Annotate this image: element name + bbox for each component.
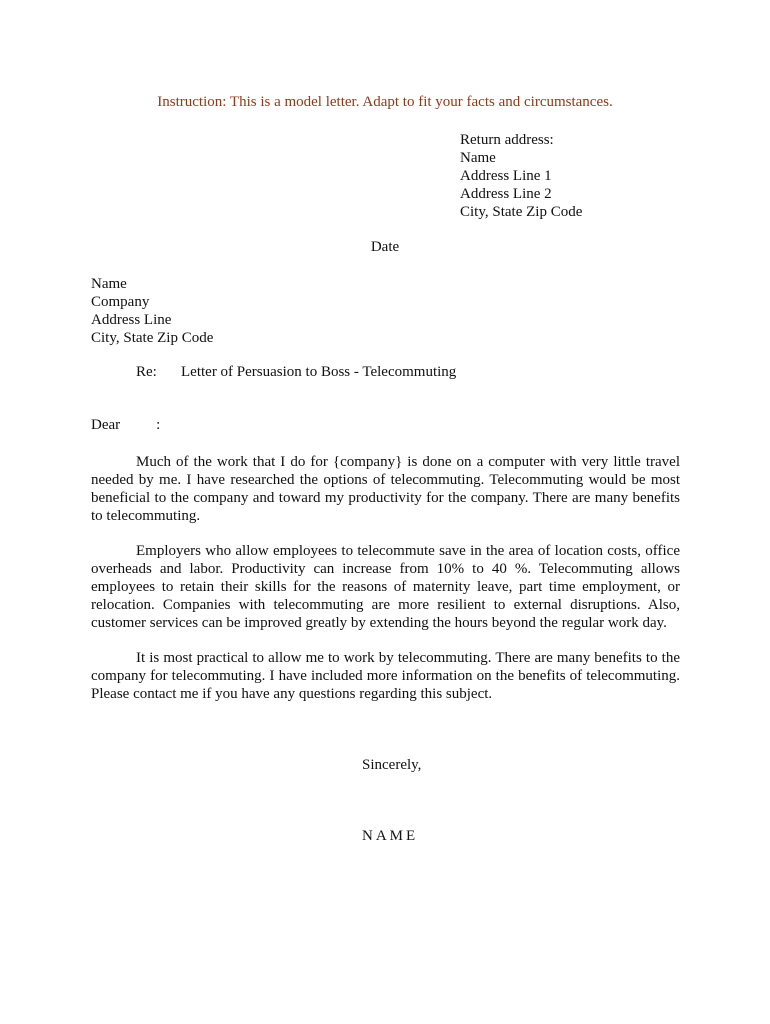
instruction-note: Instruction: This is a model letter. Adapt to fit your facts and circumstances. [157,94,613,110]
letter-date: Date [370,239,400,255]
recipient-address-block [91,275,213,347]
salutation-colon: : [156,417,161,433]
subject-text: Letter of Persuasion to Boss - Telecommuting [181,364,457,380]
return-address-city-state-zip: City, State Zip Code [460,204,583,220]
recipient-name: Name [91,276,127,292]
recipient-address-line: Address Line [91,312,172,328]
recipient-company: Company [91,294,150,310]
body-paragraph-3: It is most practical to allow me to work by telecommuting. There are many benefits to the company for telecommuting. I have included more information on the benefits of telecommuting. Please contact me if you have any questions regarding this subject. [91,650,680,702]
signature-name: NAME [362,828,419,844]
body-paragraph-2: Employers who allow employees to telecommute save in the area of location costs, office overheads and labor. Productivity can increase from 10% to 40 %. Telecommuting allows employees to retain their skills for the reasons of maternity leave, part time employment, or relocation. Companies with telecommuting are more resilient to external disruptions. Also, customer services can be improved greatly by extending the hours beyond the regular work day. [91,543,680,631]
return-address-line2: Address Line 2 [460,186,552,202]
return-address-line1: Address Line 1 [460,168,552,184]
return-address-block [460,131,582,221]
salutation-word: Dear [91,417,121,433]
return-address-name: Name [460,150,496,166]
body-paragraph-1: Much of the work that I do for {company} is done on a computer with very little travel needed by me. I have researched the options of telecommuting. Telecommuting would be most beneficial to the company and toward my productivity for the company. There are many benefits to telecommuting. [91,454,680,524]
subject-label: Re: [136,364,157,380]
subject-line [136,364,456,381]
return-address-heading: Return address: [460,132,554,148]
closing: Sincerely, [362,757,422,773]
recipient-city-state-zip: City, State Zip Code [91,330,214,346]
salutation [91,417,160,434]
